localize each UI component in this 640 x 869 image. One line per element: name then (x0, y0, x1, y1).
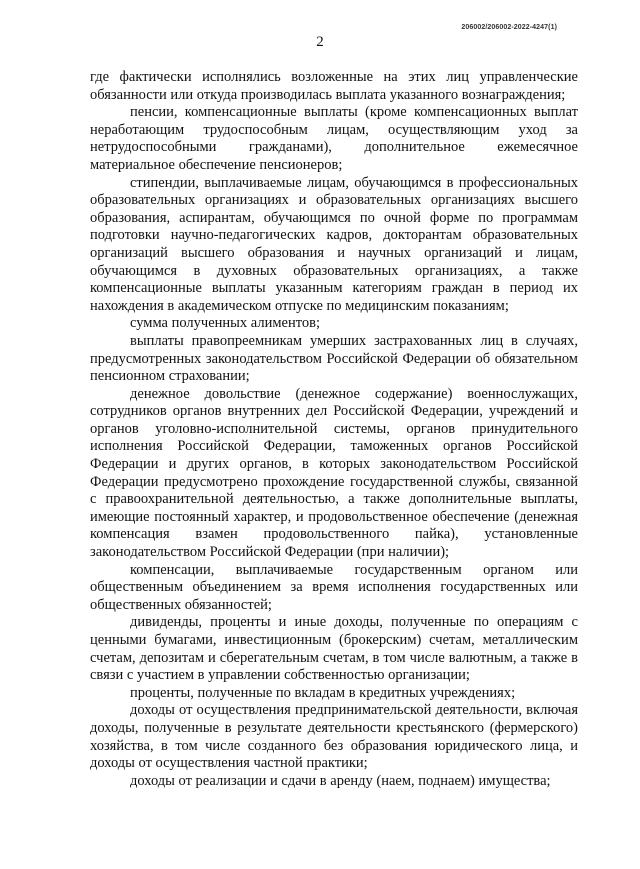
paragraph: компенсации, выплачиваемые государственным органом или общественным объединением за время исполнения государственных или общественных обязанностей; (90, 561, 578, 613)
paragraph: стипендии, выплачиваемые лицам, обучающимся в профессиональных образовательных организациях и образовательных организациях высшего образования, аспирантам, обучающимся по очной форме по программам подготовки научно-педагогических кадров, докторантам образовательных организаций высшего образования и научных организаций и лицам, обучающимся в духовных образовательных организациях, а также компенсационные выплаты указанным категориям граждан в период их нахождения в академическом отпуске по медицинским показаниям; (90, 174, 578, 314)
paragraph: денежное довольствие (денежное содержание) военнослужащих, сотрудников органов внутренних дел Российской Федерации, учреждений и органов уголовно-исполнительной системы, органов принудительного исполнения Российской Федерации, таможенных органов Российской Федерации и других органов, в которых законодательством Российской Федерации предусмотрено прохождение государственной службы, связанной с правоохранительной деятельностью, а также дополнительные выплаты, имеющие постоянный характер, и продовольственное обеспечение (денежная компенсация взамен продовольственного пайка), установленные законодательством Российской Федерации (при наличии); (90, 385, 578, 561)
paragraph: доходы от осуществления предпринимательской деятельности, включая доходы, полученные в результате деятельности крестьянского (фермерского) хозяйства, в том числе созданного без образования юридического лица, и доходы от осуществления частной практики; (90, 702, 578, 772)
paragraph: сумма полученных алиментов; (130, 315, 320, 332)
paragraph: пенсии, компенсационные выплаты (кроме компенсационных выплат неработающим трудоспособным лицам, осуществляющим уход за нетрудоспособными гражданами), дополнительное ежемесячное материальное обеспечение пенсионеров; (90, 104, 578, 173)
document-registration-code: 206002/206002-2022-4247(1) (461, 24, 557, 31)
paragraph: выплаты правопреемникам умерших застрахованных лиц в случаях, предусмотренных законодательством Российской Федерации об обязательном пенсионном страховании; (90, 332, 578, 385)
page-number: 2 (316, 34, 324, 50)
paragraph: дивиденды, проценты и иные доходы, полученные по операциям с ценными бумагами, инвестиционным (брокерским) счетам, металлическим счетам, депозитам и сберегательным счетам, в том числе валютным, а также в связи с участием в управлении собственностью организации; (90, 614, 578, 684)
paragraph: где фактически исполнялись возложенные на этих лиц управленческие обязанности или откуда производилась выплата указанного вознаграждения; (90, 69, 578, 103)
document-body (90, 69, 578, 790)
paragraph: проценты, полученные по вкладам в кредитных учреждениях; (130, 684, 516, 701)
paragraph: доходы от реализации и сдачи в аренду (наем, поднаем) имущества; (130, 772, 551, 789)
